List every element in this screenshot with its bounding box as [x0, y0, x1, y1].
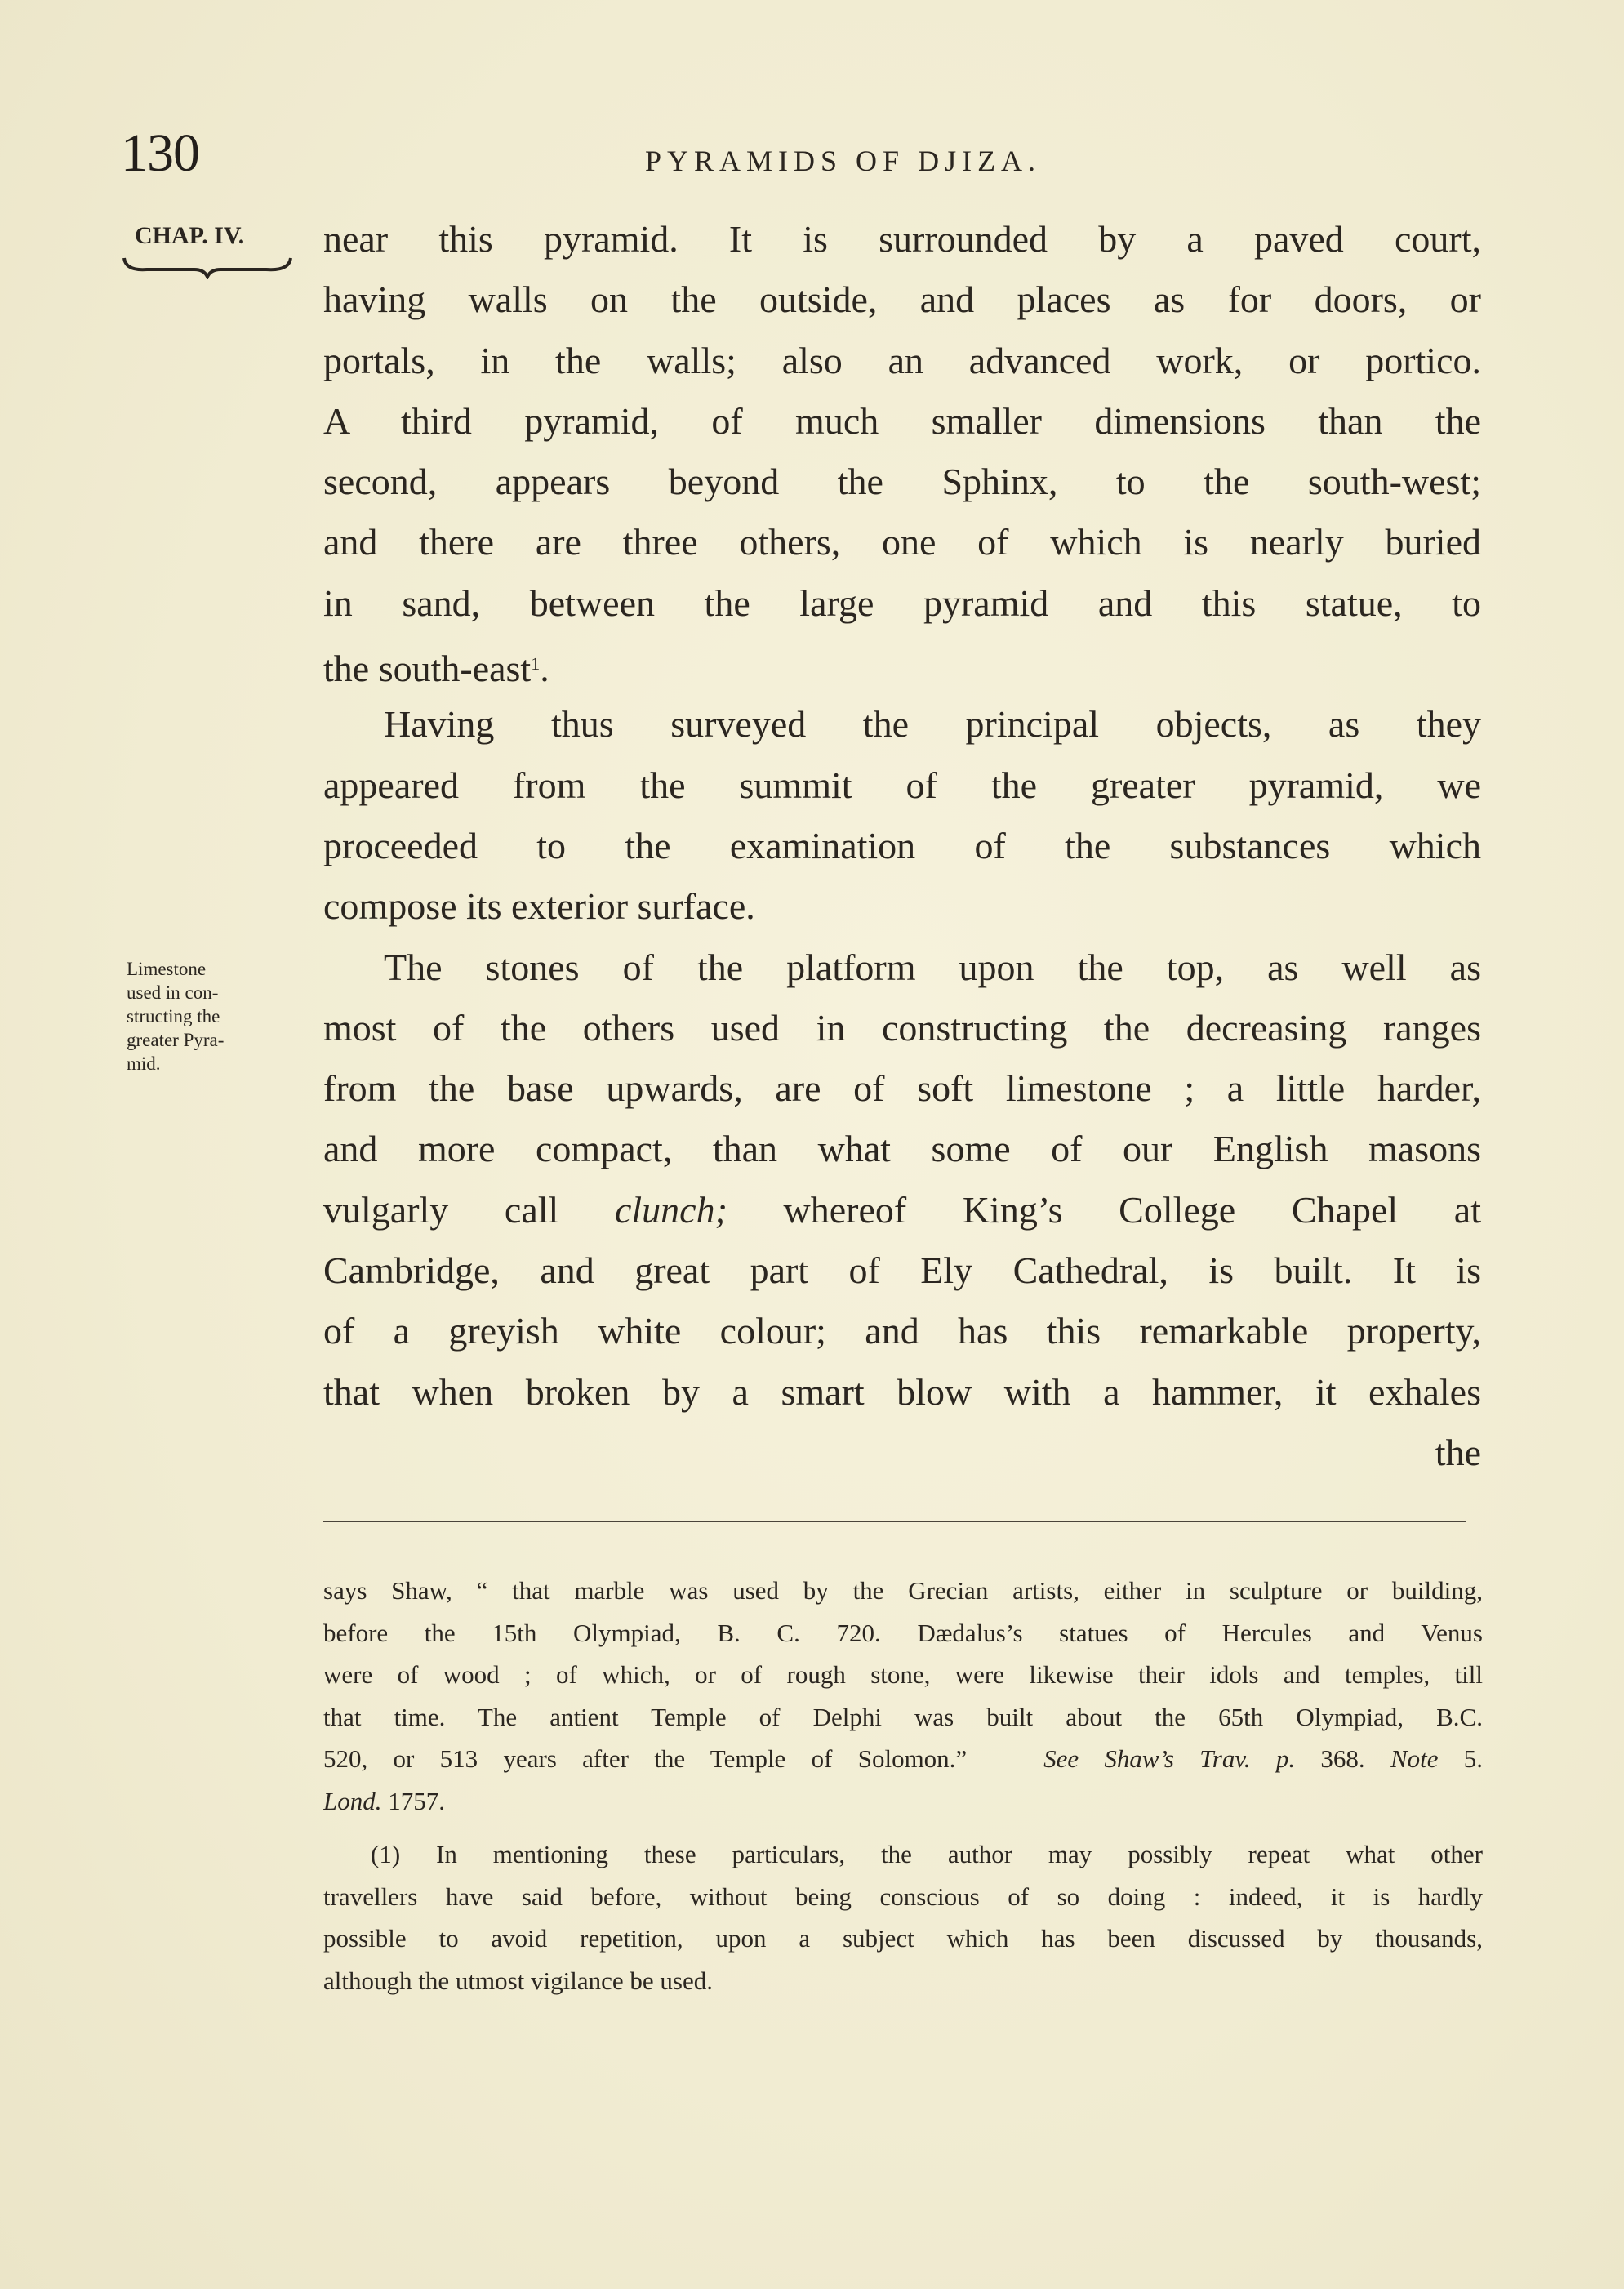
- footnote-citation-place: Lond.: [323, 1786, 382, 1815]
- body-line: near this pyramid. It is surrounded by a paved court,: [323, 218, 1481, 260]
- footnote-citation-page: 368.: [1320, 1744, 1365, 1773]
- body-text: [323, 209, 1481, 1483]
- body-text-fragment: .: [540, 648, 549, 690]
- footnote-line: (1) In mentioning these particulars, the author may possibly repeat what other: [371, 1840, 1483, 1868]
- footnote-line: although the utmost vigilance be used.: [323, 1966, 713, 1995]
- body-line: Having thus surveyed the principal objects, as they: [384, 703, 1481, 746]
- body-line: Cambridge, and great part of Ely Cathedral, is built. It is: [323, 1249, 1481, 1292]
- catchword: the: [1435, 1431, 1481, 1473]
- footnote-line: possible to avoid repetition, upon a subject which has been discussed by thousands,: [323, 1924, 1483, 1953]
- body-text-fragment: whereof King’s College Chapel at: [727, 1188, 1481, 1231]
- footnote-line: were of wood ; of which, or of rough stone, were likewise their idols and temples, till: [323, 1660, 1483, 1689]
- footnote-rule: [323, 1521, 1466, 1522]
- body-text-fragment: the south-east: [323, 648, 532, 690]
- footnote-line: says Shaw, “ that marble was used by the Grecian artists, either in sculpture or building,: [323, 1576, 1483, 1605]
- footnote-text: 520, or 513 years after the Temple of Solomon.”: [323, 1744, 968, 1773]
- footnote-line: that time. The antient Temple of Delphi was built about the 65th Olympiad, B.C.: [323, 1702, 1483, 1731]
- side-note-line: used in con-: [127, 982, 219, 1003]
- footnote-gap: [323, 1822, 1483, 1833]
- body-line: and more compact, than what some of our English masons: [323, 1128, 1481, 1170]
- body-line: [323, 634, 1481, 694]
- footnote-line: [323, 1780, 1483, 1823]
- body-line: portals, in the walls; also an advanced work, or portico.: [323, 339, 1481, 381]
- body-line: proceeded to the examination of the substances which: [323, 824, 1481, 866]
- footnote-reference: 1: [531, 653, 541, 675]
- page-number: 130: [121, 123, 199, 183]
- footnote-citation-year: 1757.: [388, 1786, 445, 1815]
- body-line: second, appears beyond the Sphinx, to the south-west;: [323, 461, 1481, 503]
- chapter-brace-icon: [122, 255, 294, 279]
- body-line: appeared from the summit of the greater pyramid, we: [323, 764, 1481, 806]
- footnote-citation-number: 5.: [1463, 1744, 1484, 1773]
- body-line: [323, 1180, 1481, 1240]
- body-text-fragment: vulgarly call: [323, 1188, 615, 1231]
- chapter-label: CHAP. IV.: [135, 222, 245, 249]
- footnote-line: before the 15th Olympiad, B. C. 720. Dædalus’s statues of Hercules and Venus: [323, 1618, 1483, 1647]
- body-line: having walls on the outside, and places as for doors, or: [323, 278, 1481, 321]
- body-line: and there are three others, one of which is nearly buried: [323, 521, 1481, 563]
- body-line: compose its exterior surface.: [323, 885, 755, 928]
- footnote-citation-note: Note: [1390, 1744, 1439, 1773]
- footnote-line: [323, 1738, 1483, 1780]
- body-line: in sand, between the large pyramid and this statue, to: [323, 581, 1481, 624]
- side-note-line: greater Pyra-: [127, 1030, 225, 1050]
- body-line: from the base upwards, are of soft limestone ; a little harder,: [323, 1067, 1481, 1110]
- side-note-line: Limestone: [127, 959, 207, 979]
- body-line: of a greyish white colour; and has this remarkable property,: [323, 1310, 1481, 1352]
- footnote-citation: See Shaw’s Trav. p.: [1043, 1744, 1296, 1773]
- emphasis-clunch: clunch;: [614, 1188, 727, 1231]
- footnotes: [323, 1570, 1483, 2002]
- body-line: that when broken by a smart blow with a hammer, it exhales: [323, 1370, 1481, 1413]
- side-note-line: mid.: [127, 1053, 161, 1074]
- body-line: The stones of the platform upon the top, as well as: [384, 946, 1481, 988]
- body-line: most of the others used in constructing the decreasing ranges: [323, 1006, 1481, 1049]
- side-note-line: structing the: [127, 1006, 220, 1026]
- running-head: PYRAMIDS OF DJIZA.: [645, 145, 1042, 177]
- side-note: [127, 957, 290, 1075]
- body-line: A third pyramid, of much smaller dimensions than the: [323, 399, 1481, 442]
- footnote-line: travellers have said before, without being conscious of so doing : indeed, it is hardly: [323, 1882, 1483, 1911]
